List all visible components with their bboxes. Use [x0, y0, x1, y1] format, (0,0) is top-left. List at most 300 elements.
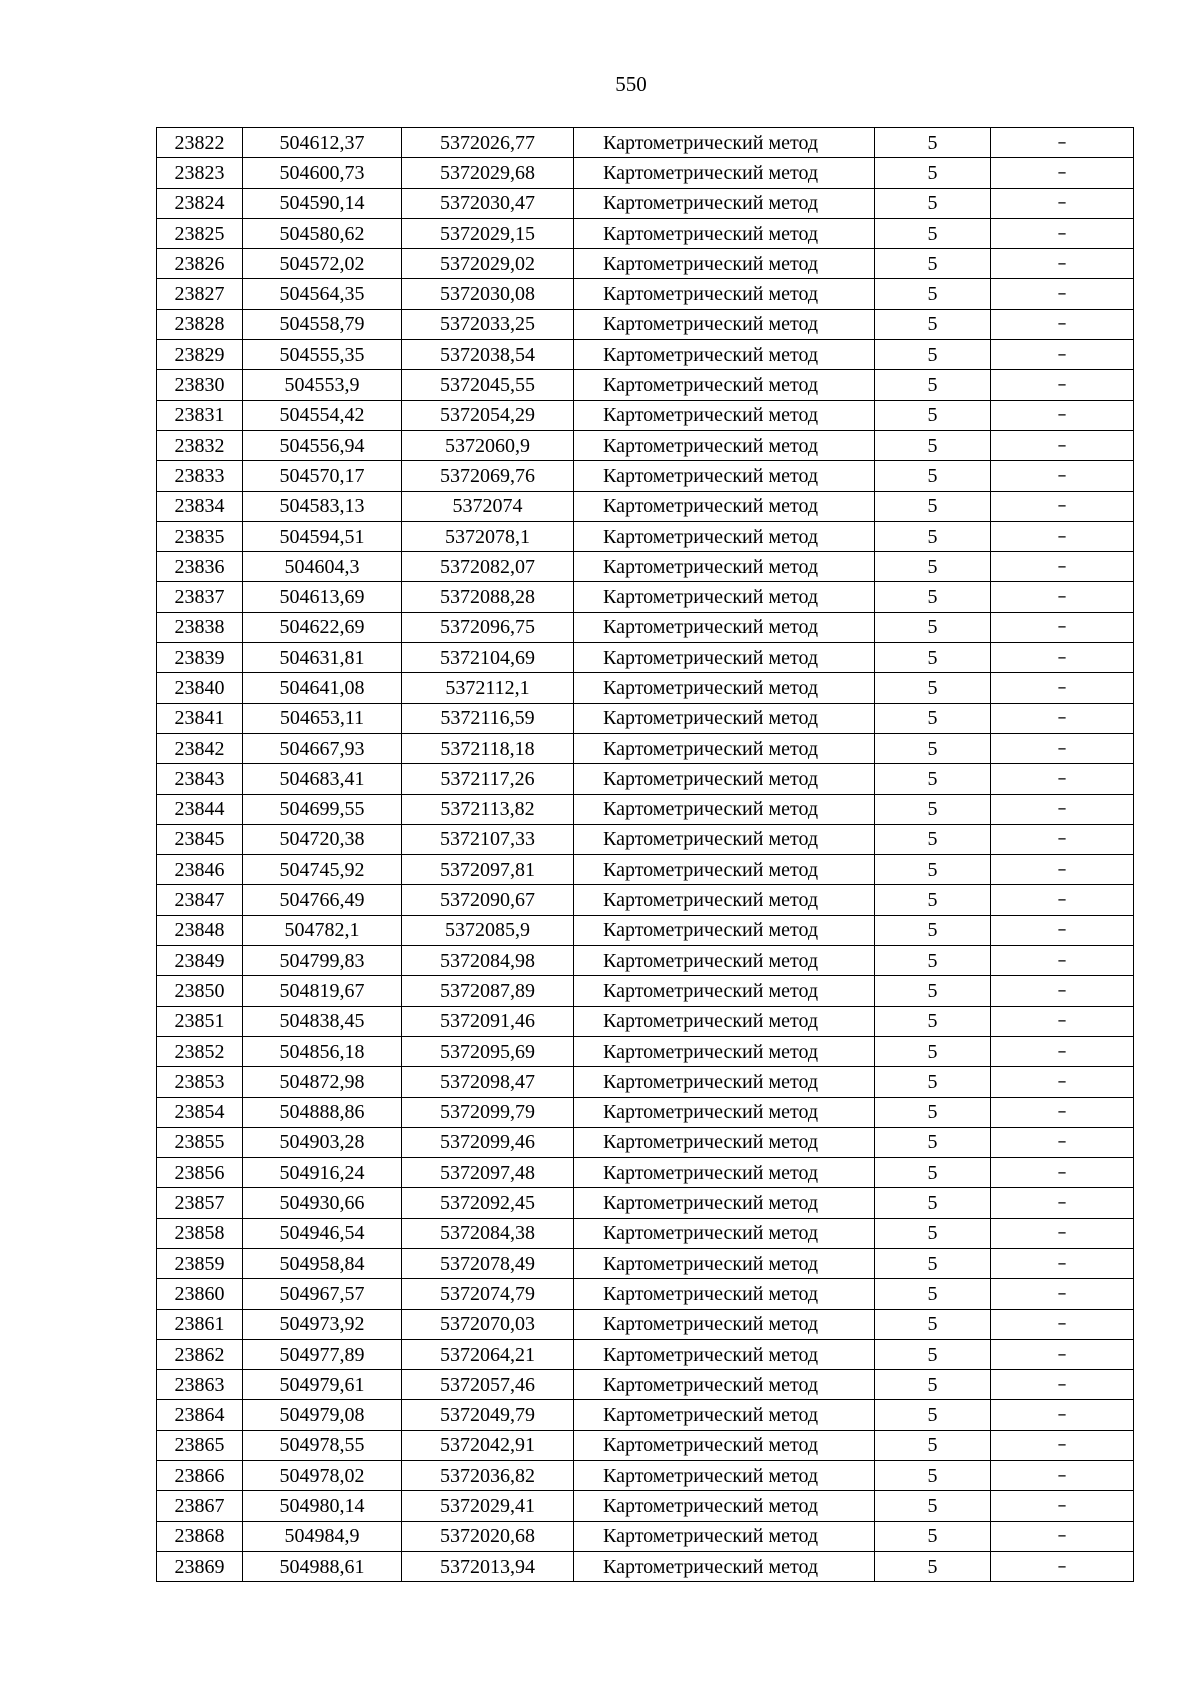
table-row: [157, 824, 1134, 854]
accuracy-cell: 5: [875, 612, 991, 642]
note-cell: –: [991, 218, 1134, 248]
table-row: [157, 643, 1134, 673]
y-coordinate-cell: 5372116,59: [402, 703, 574, 733]
table-row: [157, 976, 1134, 1006]
point-number-cell: 23846: [157, 855, 243, 885]
x-coordinate-cell: 504978,02: [243, 1461, 402, 1491]
method-cell: Картометрический метод: [574, 1097, 875, 1127]
point-number-cell: 23834: [157, 491, 243, 521]
accuracy-cell: 5: [875, 340, 991, 370]
accuracy-cell: 5: [875, 1158, 991, 1188]
method-cell: Картометрический метод: [574, 1158, 875, 1188]
method-cell: Картометрический метод: [574, 1491, 875, 1521]
point-number-cell: 23836: [157, 552, 243, 582]
point-number-cell: 23864: [157, 1400, 243, 1430]
table-row: [157, 885, 1134, 915]
y-coordinate-cell: 5372096,75: [402, 612, 574, 642]
y-coordinate-cell: 5372060,9: [402, 430, 574, 460]
y-coordinate-cell: 5372099,79: [402, 1097, 574, 1127]
y-coordinate-cell: 5372042,91: [402, 1430, 574, 1460]
accuracy-cell: 5: [875, 491, 991, 521]
note-cell: –: [991, 461, 1134, 491]
y-coordinate-cell: 5372070,03: [402, 1309, 574, 1339]
point-number-cell: 23823: [157, 158, 243, 188]
accuracy-cell: 5: [875, 1248, 991, 1278]
point-number-cell: 23848: [157, 915, 243, 945]
method-cell: Картометрический метод: [574, 1248, 875, 1278]
x-coordinate-cell: 504958,84: [243, 1248, 402, 1278]
method-cell: Картометрический метод: [574, 309, 875, 339]
note-cell: –: [991, 1279, 1134, 1309]
point-number-cell: 23841: [157, 703, 243, 733]
accuracy-cell: 5: [875, 430, 991, 460]
x-coordinate-cell: 504979,08: [243, 1400, 402, 1430]
method-cell: Картометрический метод: [574, 855, 875, 885]
method-cell: Картометрический метод: [574, 461, 875, 491]
y-coordinate-cell: 5372029,68: [402, 158, 574, 188]
table-row: [157, 188, 1134, 218]
note-cell: –: [991, 1218, 1134, 1248]
x-coordinate-cell: 504570,17: [243, 461, 402, 491]
y-coordinate-cell: 5372057,46: [402, 1370, 574, 1400]
point-number-cell: 23827: [157, 279, 243, 309]
table-row: [157, 794, 1134, 824]
point-number-cell: 23831: [157, 400, 243, 430]
note-cell: –: [991, 976, 1134, 1006]
method-cell: Картометрический метод: [574, 1521, 875, 1551]
y-coordinate-cell: 5372097,48: [402, 1158, 574, 1188]
accuracy-cell: 5: [875, 1127, 991, 1157]
table-row: [157, 1279, 1134, 1309]
note-cell: –: [991, 430, 1134, 460]
y-coordinate-cell: 5372099,46: [402, 1127, 574, 1157]
x-coordinate-cell: 504946,54: [243, 1218, 402, 1248]
y-coordinate-cell: 5372033,25: [402, 309, 574, 339]
y-coordinate-cell: 5372112,1: [402, 673, 574, 703]
note-cell: –: [991, 400, 1134, 430]
method-cell: Картометрический метод: [574, 1309, 875, 1339]
y-coordinate-cell: 5372026,77: [402, 128, 574, 158]
note-cell: –: [991, 582, 1134, 612]
x-coordinate-cell: 504580,62: [243, 218, 402, 248]
table-row: [157, 279, 1134, 309]
y-coordinate-cell: 5372029,15: [402, 218, 574, 248]
x-coordinate-cell: 504612,37: [243, 128, 402, 158]
y-coordinate-cell: 5372078,1: [402, 521, 574, 551]
table-row: [157, 218, 1134, 248]
method-cell: Картометрический метод: [574, 1067, 875, 1097]
point-number-cell: 23862: [157, 1339, 243, 1369]
note-cell: –: [991, 1158, 1134, 1188]
point-number-cell: 23824: [157, 188, 243, 218]
x-coordinate-cell: 504838,45: [243, 1006, 402, 1036]
table-row: [157, 1551, 1134, 1581]
x-coordinate-cell: 504872,98: [243, 1067, 402, 1097]
x-coordinate-cell: 504553,9: [243, 370, 402, 400]
point-number-cell: 23865: [157, 1430, 243, 1460]
point-number-cell: 23869: [157, 1551, 243, 1581]
accuracy-cell: 5: [875, 1188, 991, 1218]
y-coordinate-cell: 5372095,69: [402, 1036, 574, 1066]
accuracy-cell: 5: [875, 794, 991, 824]
point-number-cell: 23851: [157, 1006, 243, 1036]
point-number-cell: 23854: [157, 1097, 243, 1127]
table-row: [157, 1491, 1134, 1521]
method-cell: Картометрический метод: [574, 1279, 875, 1309]
y-coordinate-cell: 5372038,54: [402, 340, 574, 370]
table-row: [157, 1158, 1134, 1188]
y-coordinate-cell: 5372074: [402, 491, 574, 521]
x-coordinate-cell: 504984,9: [243, 1521, 402, 1551]
method-cell: Картометрический метод: [574, 915, 875, 945]
note-cell: –: [991, 643, 1134, 673]
note-cell: –: [991, 1370, 1134, 1400]
point-number-cell: 23858: [157, 1218, 243, 1248]
table-row: [157, 400, 1134, 430]
accuracy-cell: 5: [875, 552, 991, 582]
table-row: [157, 1430, 1134, 1460]
point-number-cell: 23856: [157, 1158, 243, 1188]
point-number-cell: 23863: [157, 1370, 243, 1400]
note-cell: –: [991, 158, 1134, 188]
table-row: [157, 249, 1134, 279]
note-cell: –: [991, 1521, 1134, 1551]
accuracy-cell: 5: [875, 1006, 991, 1036]
accuracy-cell: 5: [875, 1521, 991, 1551]
accuracy-cell: 5: [875, 824, 991, 854]
table-row: [157, 1370, 1134, 1400]
y-coordinate-cell: 5372036,82: [402, 1461, 574, 1491]
accuracy-cell: 5: [875, 521, 991, 551]
method-cell: Картометрический метод: [574, 1400, 875, 1430]
point-number-cell: 23847: [157, 885, 243, 915]
accuracy-cell: 5: [875, 915, 991, 945]
point-number-cell: 23832: [157, 430, 243, 460]
point-number-cell: 23822: [157, 128, 243, 158]
method-cell: Картометрический метод: [574, 552, 875, 582]
table-row: [157, 582, 1134, 612]
x-coordinate-cell: 504641,08: [243, 673, 402, 703]
table-row: [157, 855, 1134, 885]
table-row: [157, 1188, 1134, 1218]
x-coordinate-cell: 504978,55: [243, 1430, 402, 1460]
method-cell: Картометрический метод: [574, 491, 875, 521]
method-cell: Картометрический метод: [574, 733, 875, 763]
method-cell: Картометрический метод: [574, 1370, 875, 1400]
point-number-cell: 23861: [157, 1309, 243, 1339]
y-coordinate-cell: 5372117,26: [402, 764, 574, 794]
note-cell: –: [991, 249, 1134, 279]
accuracy-cell: 5: [875, 703, 991, 733]
table-row: [157, 128, 1134, 158]
table-row: [157, 1309, 1134, 1339]
point-number-cell: 23855: [157, 1127, 243, 1157]
x-coordinate-cell: 504556,94: [243, 430, 402, 460]
x-coordinate-cell: 504782,1: [243, 915, 402, 945]
accuracy-cell: 5: [875, 1400, 991, 1430]
note-cell: –: [991, 1188, 1134, 1218]
x-coordinate-cell: 504604,3: [243, 552, 402, 582]
y-coordinate-cell: 5372069,76: [402, 461, 574, 491]
y-coordinate-cell: 5372097,81: [402, 855, 574, 885]
accuracy-cell: 5: [875, 1067, 991, 1097]
accuracy-cell: 5: [875, 1218, 991, 1248]
note-cell: –: [991, 1461, 1134, 1491]
method-cell: Картометрический метод: [574, 885, 875, 915]
table-row: [157, 521, 1134, 551]
point-number-cell: 23828: [157, 309, 243, 339]
y-coordinate-cell: 5372113,82: [402, 794, 574, 824]
accuracy-cell: 5: [875, 885, 991, 915]
method-cell: Картометрический метод: [574, 158, 875, 188]
x-coordinate-cell: 504988,61: [243, 1551, 402, 1581]
accuracy-cell: 5: [875, 188, 991, 218]
table-row: [157, 1339, 1134, 1369]
x-coordinate-cell: 504979,61: [243, 1370, 402, 1400]
accuracy-cell: 5: [875, 1309, 991, 1339]
table-row: [157, 1067, 1134, 1097]
accuracy-cell: 5: [875, 1491, 991, 1521]
note-cell: –: [991, 491, 1134, 521]
accuracy-cell: 5: [875, 400, 991, 430]
table-row: [157, 915, 1134, 945]
method-cell: Картометрический метод: [574, 643, 875, 673]
table-row: [157, 703, 1134, 733]
x-coordinate-cell: 504699,55: [243, 794, 402, 824]
x-coordinate-cell: 504856,18: [243, 1036, 402, 1066]
x-coordinate-cell: 504683,41: [243, 764, 402, 794]
note-cell: –: [991, 764, 1134, 794]
method-cell: Картометрический метод: [574, 521, 875, 551]
x-coordinate-cell: 504594,51: [243, 521, 402, 551]
note-cell: –: [991, 1339, 1134, 1369]
x-coordinate-cell: 504980,14: [243, 1491, 402, 1521]
table-row: [157, 733, 1134, 763]
method-cell: Картометрический метод: [574, 582, 875, 612]
note-cell: –: [991, 1097, 1134, 1127]
y-coordinate-cell: 5372020,68: [402, 1521, 574, 1551]
x-coordinate-cell: 504973,92: [243, 1309, 402, 1339]
x-coordinate-cell: 504631,81: [243, 643, 402, 673]
y-coordinate-cell: 5372087,89: [402, 976, 574, 1006]
y-coordinate-cell: 5372013,94: [402, 1551, 574, 1581]
point-number-cell: 23838: [157, 612, 243, 642]
table-row: [157, 1218, 1134, 1248]
x-coordinate-cell: 504572,02: [243, 249, 402, 279]
point-number-cell: 23852: [157, 1036, 243, 1066]
accuracy-cell: 5: [875, 279, 991, 309]
method-cell: Картометрический метод: [574, 188, 875, 218]
method-cell: Картометрический метод: [574, 400, 875, 430]
table-row: [157, 340, 1134, 370]
accuracy-cell: 5: [875, 309, 991, 339]
accuracy-cell: 5: [875, 158, 991, 188]
method-cell: Картометрический метод: [574, 824, 875, 854]
y-coordinate-cell: 5372074,79: [402, 1279, 574, 1309]
point-number-cell: 23850: [157, 976, 243, 1006]
point-number-cell: 23839: [157, 643, 243, 673]
point-number-cell: 23859: [157, 1248, 243, 1278]
x-coordinate-cell: 504555,35: [243, 340, 402, 370]
method-cell: Картометрический метод: [574, 249, 875, 279]
point-number-cell: 23860: [157, 1279, 243, 1309]
method-cell: Картометрический метод: [574, 340, 875, 370]
table-row: [157, 1400, 1134, 1430]
x-coordinate-cell: 504590,14: [243, 188, 402, 218]
x-coordinate-cell: 504766,49: [243, 885, 402, 915]
note-cell: –: [991, 885, 1134, 915]
method-cell: Картометрический метод: [574, 946, 875, 976]
table-row: [157, 430, 1134, 460]
method-cell: Картометрический метод: [574, 1430, 875, 1460]
note-cell: –: [991, 340, 1134, 370]
accuracy-cell: 5: [875, 1279, 991, 1309]
x-coordinate-cell: 504903,28: [243, 1127, 402, 1157]
x-coordinate-cell: 504667,93: [243, 733, 402, 763]
accuracy-cell: 5: [875, 1551, 991, 1581]
x-coordinate-cell: 504564,35: [243, 279, 402, 309]
accuracy-cell: 5: [875, 946, 991, 976]
table-row: [157, 1097, 1134, 1127]
method-cell: Картометрический метод: [574, 673, 875, 703]
table-row: [157, 158, 1134, 188]
method-cell: Картометрический метод: [574, 703, 875, 733]
y-coordinate-cell: 5372049,79: [402, 1400, 574, 1430]
y-coordinate-cell: 5372091,46: [402, 1006, 574, 1036]
x-coordinate-cell: 504558,79: [243, 309, 402, 339]
accuracy-cell: 5: [875, 733, 991, 763]
x-coordinate-cell: 504799,83: [243, 946, 402, 976]
accuracy-cell: 5: [875, 673, 991, 703]
y-coordinate-cell: 5372082,07: [402, 552, 574, 582]
y-coordinate-cell: 5372064,21: [402, 1339, 574, 1369]
note-cell: –: [991, 128, 1134, 158]
y-coordinate-cell: 5372118,18: [402, 733, 574, 763]
note-cell: –: [991, 1309, 1134, 1339]
table-row: [157, 552, 1134, 582]
point-number-cell: 23843: [157, 764, 243, 794]
y-coordinate-cell: 5372084,38: [402, 1218, 574, 1248]
point-number-cell: 23857: [157, 1188, 243, 1218]
y-coordinate-cell: 5372085,9: [402, 915, 574, 945]
x-coordinate-cell: 504977,89: [243, 1339, 402, 1369]
note-cell: –: [991, 824, 1134, 854]
accuracy-cell: 5: [875, 370, 991, 400]
accuracy-cell: 5: [875, 1461, 991, 1491]
y-coordinate-cell: 5372030,08: [402, 279, 574, 309]
note-cell: –: [991, 703, 1134, 733]
point-number-cell: 23845: [157, 824, 243, 854]
y-coordinate-cell: 5372029,02: [402, 249, 574, 279]
method-cell: Картометрический метод: [574, 976, 875, 1006]
y-coordinate-cell: 5372045,55: [402, 370, 574, 400]
table-row: [157, 370, 1134, 400]
y-coordinate-cell: 5372054,29: [402, 400, 574, 430]
coordinates-table-body: [157, 128, 1134, 1582]
x-coordinate-cell: 504916,24: [243, 1158, 402, 1188]
point-number-cell: 23868: [157, 1521, 243, 1551]
x-coordinate-cell: 504622,69: [243, 612, 402, 642]
table-row: [157, 491, 1134, 521]
table-row: [157, 461, 1134, 491]
note-cell: –: [991, 946, 1134, 976]
table-row: [157, 1127, 1134, 1157]
x-coordinate-cell: 504819,67: [243, 976, 402, 1006]
table-row: [157, 309, 1134, 339]
accuracy-cell: 5: [875, 1370, 991, 1400]
accuracy-cell: 5: [875, 643, 991, 673]
method-cell: Картометрический метод: [574, 370, 875, 400]
y-coordinate-cell: 5372029,41: [402, 1491, 574, 1521]
method-cell: Картометрический метод: [574, 764, 875, 794]
accuracy-cell: 5: [875, 1097, 991, 1127]
table-row: [157, 946, 1134, 976]
x-coordinate-cell: 504967,57: [243, 1279, 402, 1309]
table-row: [157, 673, 1134, 703]
point-number-cell: 23830: [157, 370, 243, 400]
point-number-cell: 23825: [157, 218, 243, 248]
table-row: [157, 1521, 1134, 1551]
note-cell: –: [991, 915, 1134, 945]
method-cell: Картометрический метод: [574, 430, 875, 460]
accuracy-cell: 5: [875, 855, 991, 885]
note-cell: –: [991, 1067, 1134, 1097]
table-row: [157, 1006, 1134, 1036]
note-cell: –: [991, 1551, 1134, 1581]
point-number-cell: 23844: [157, 794, 243, 824]
point-number-cell: 23867: [157, 1491, 243, 1521]
table-row: [157, 1461, 1134, 1491]
page-number: 550: [615, 72, 647, 96]
accuracy-cell: 5: [875, 1036, 991, 1066]
x-coordinate-cell: 504930,66: [243, 1188, 402, 1218]
accuracy-cell: 5: [875, 582, 991, 612]
accuracy-cell: 5: [875, 764, 991, 794]
method-cell: Картометрический метод: [574, 1461, 875, 1491]
method-cell: Картометрический метод: [574, 1339, 875, 1369]
note-cell: –: [991, 794, 1134, 824]
note-cell: –: [991, 1006, 1134, 1036]
note-cell: –: [991, 1248, 1134, 1278]
note-cell: –: [991, 1127, 1134, 1157]
y-coordinate-cell: 5372107,33: [402, 824, 574, 854]
note-cell: –: [991, 733, 1134, 763]
point-number-cell: 23853: [157, 1067, 243, 1097]
method-cell: Картометрический метод: [574, 1551, 875, 1581]
y-coordinate-cell: 5372092,45: [402, 1188, 574, 1218]
note-cell: –: [991, 855, 1134, 885]
point-number-cell: 23849: [157, 946, 243, 976]
note-cell: –: [991, 370, 1134, 400]
y-coordinate-cell: 5372088,28: [402, 582, 574, 612]
accuracy-cell: 5: [875, 976, 991, 1006]
x-coordinate-cell: 504653,11: [243, 703, 402, 733]
note-cell: –: [991, 188, 1134, 218]
y-coordinate-cell: 5372104,69: [402, 643, 574, 673]
point-number-cell: 23866: [157, 1461, 243, 1491]
method-cell: Картометрический метод: [574, 279, 875, 309]
method-cell: Картометрический метод: [574, 1218, 875, 1248]
point-number-cell: 23826: [157, 249, 243, 279]
note-cell: –: [991, 521, 1134, 551]
note-cell: –: [991, 1430, 1134, 1460]
note-cell: –: [991, 1400, 1134, 1430]
accuracy-cell: 5: [875, 128, 991, 158]
note-cell: –: [991, 673, 1134, 703]
accuracy-cell: 5: [875, 1430, 991, 1460]
x-coordinate-cell: 504745,92: [243, 855, 402, 885]
y-coordinate-cell: 5372030,47: [402, 188, 574, 218]
